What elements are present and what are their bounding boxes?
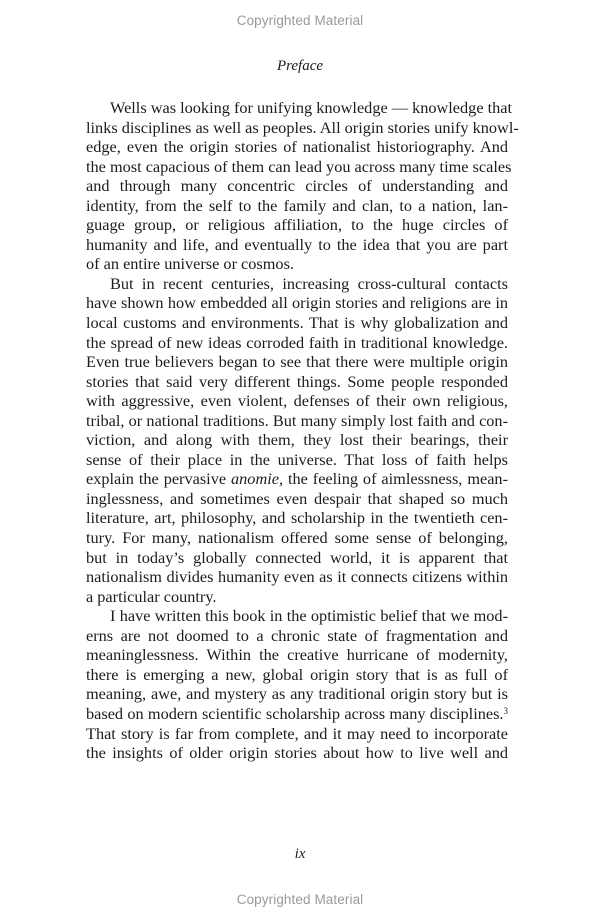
text-line: the spread of new ideas corroded faith in traditional knowledge. [86, 332, 508, 352]
text-line: links disciplines as well as peoples. All origin stories unify knowl- [86, 117, 519, 137]
text-line: Wells was looking for unifying knowledge — knowledge that [110, 98, 513, 117]
text-line: I have written this book in the optimistic belief that we mod- [110, 606, 508, 626]
text-line: the most capacious of them can lead you across many time scales [86, 156, 512, 176]
text-line: with aggressive, even violent, defenses of their own religious, [86, 391, 508, 411]
text-line: of an entire universe or cosmos. [86, 254, 294, 274]
paragraph-2 [86, 274, 508, 606]
text-line [86, 469, 508, 489]
text-run: based on modern scientific scholarship across many disciplines. [86, 703, 504, 723]
text-line: literature, art, philosophy, and scholarship in the twentieth cen- [86, 508, 508, 528]
text-line: But in recent centuries, increasing cross-cultural contacts [110, 273, 508, 293]
text-line: viction, and along with them, they lost their bearings, their [86, 430, 508, 450]
text-line: a particular country. [86, 586, 217, 606]
text-line: tury. For many, nationalism offered some sense of belonging, [86, 528, 508, 548]
body-text [86, 98, 519, 763]
italic-term: anomie, [231, 469, 284, 489]
text-line: but in today’s globally connected world, it is apparent that [86, 547, 508, 567]
text-line: identity, from the self to the family and clan, to a nation, lan- [86, 195, 508, 215]
text-line: guage group, or religious affiliation, to the huge circles of [86, 215, 508, 235]
text-line: Even true believers began to see that there were multiple origin [86, 352, 508, 372]
running-head: Preface [276, 58, 324, 74]
text-run: explain the pervasive [86, 469, 232, 489]
text-line: meaning, awe, and mystery as any traditional origin story but is [86, 684, 508, 704]
text-line: erns are not doomed to a chronic state of fragmentation and [86, 625, 508, 645]
copyright-watermark-bottom: Copyrighted Material [236, 892, 364, 907]
text-line: nationalism divides humanity even as it connects citizens within [86, 567, 508, 587]
text-line: sense of their place in the universe. That loss of faith helps [86, 449, 508, 469]
text-line: inglessness, and sometimes even despair that shaped so much [86, 488, 508, 508]
text-line: there is emerging a new, global origin story that is as full of [86, 664, 508, 684]
text-line: and through many concentric circles of understanding and [86, 176, 508, 196]
text-line: have shown how embedded all origin stories and religions are in [86, 293, 508, 313]
text-line: tribal, or national traditions. But many simply lost faith and con- [86, 410, 508, 430]
text-run: the feeling of aimlessness, mean- [283, 469, 508, 489]
text-line: meaninglessness. Within the creative hurricane of modernity, [86, 645, 508, 665]
paragraph-3 [86, 606, 508, 762]
paragraph-1 [86, 98, 519, 274]
text-line: stories that said very different things. Some people responded [86, 371, 508, 391]
text-line: local customs and environments. That is why globalization and [86, 313, 508, 333]
text-line: edge, even the origin stories of nationalist historiography. And [86, 137, 508, 157]
page-number: ix [294, 846, 306, 862]
text-line [86, 704, 508, 724]
copyright-watermark-top: Copyrighted Material [236, 13, 364, 28]
footnote-marker[interactable]: 3 [503, 705, 508, 716]
text-line: the insights of older origin stories about how to live well and [86, 743, 508, 763]
text-line: That story is far from complete, and it may need to incorporate [86, 723, 508, 743]
text-line: humanity and life, and eventually to the idea that you are part [86, 234, 508, 254]
